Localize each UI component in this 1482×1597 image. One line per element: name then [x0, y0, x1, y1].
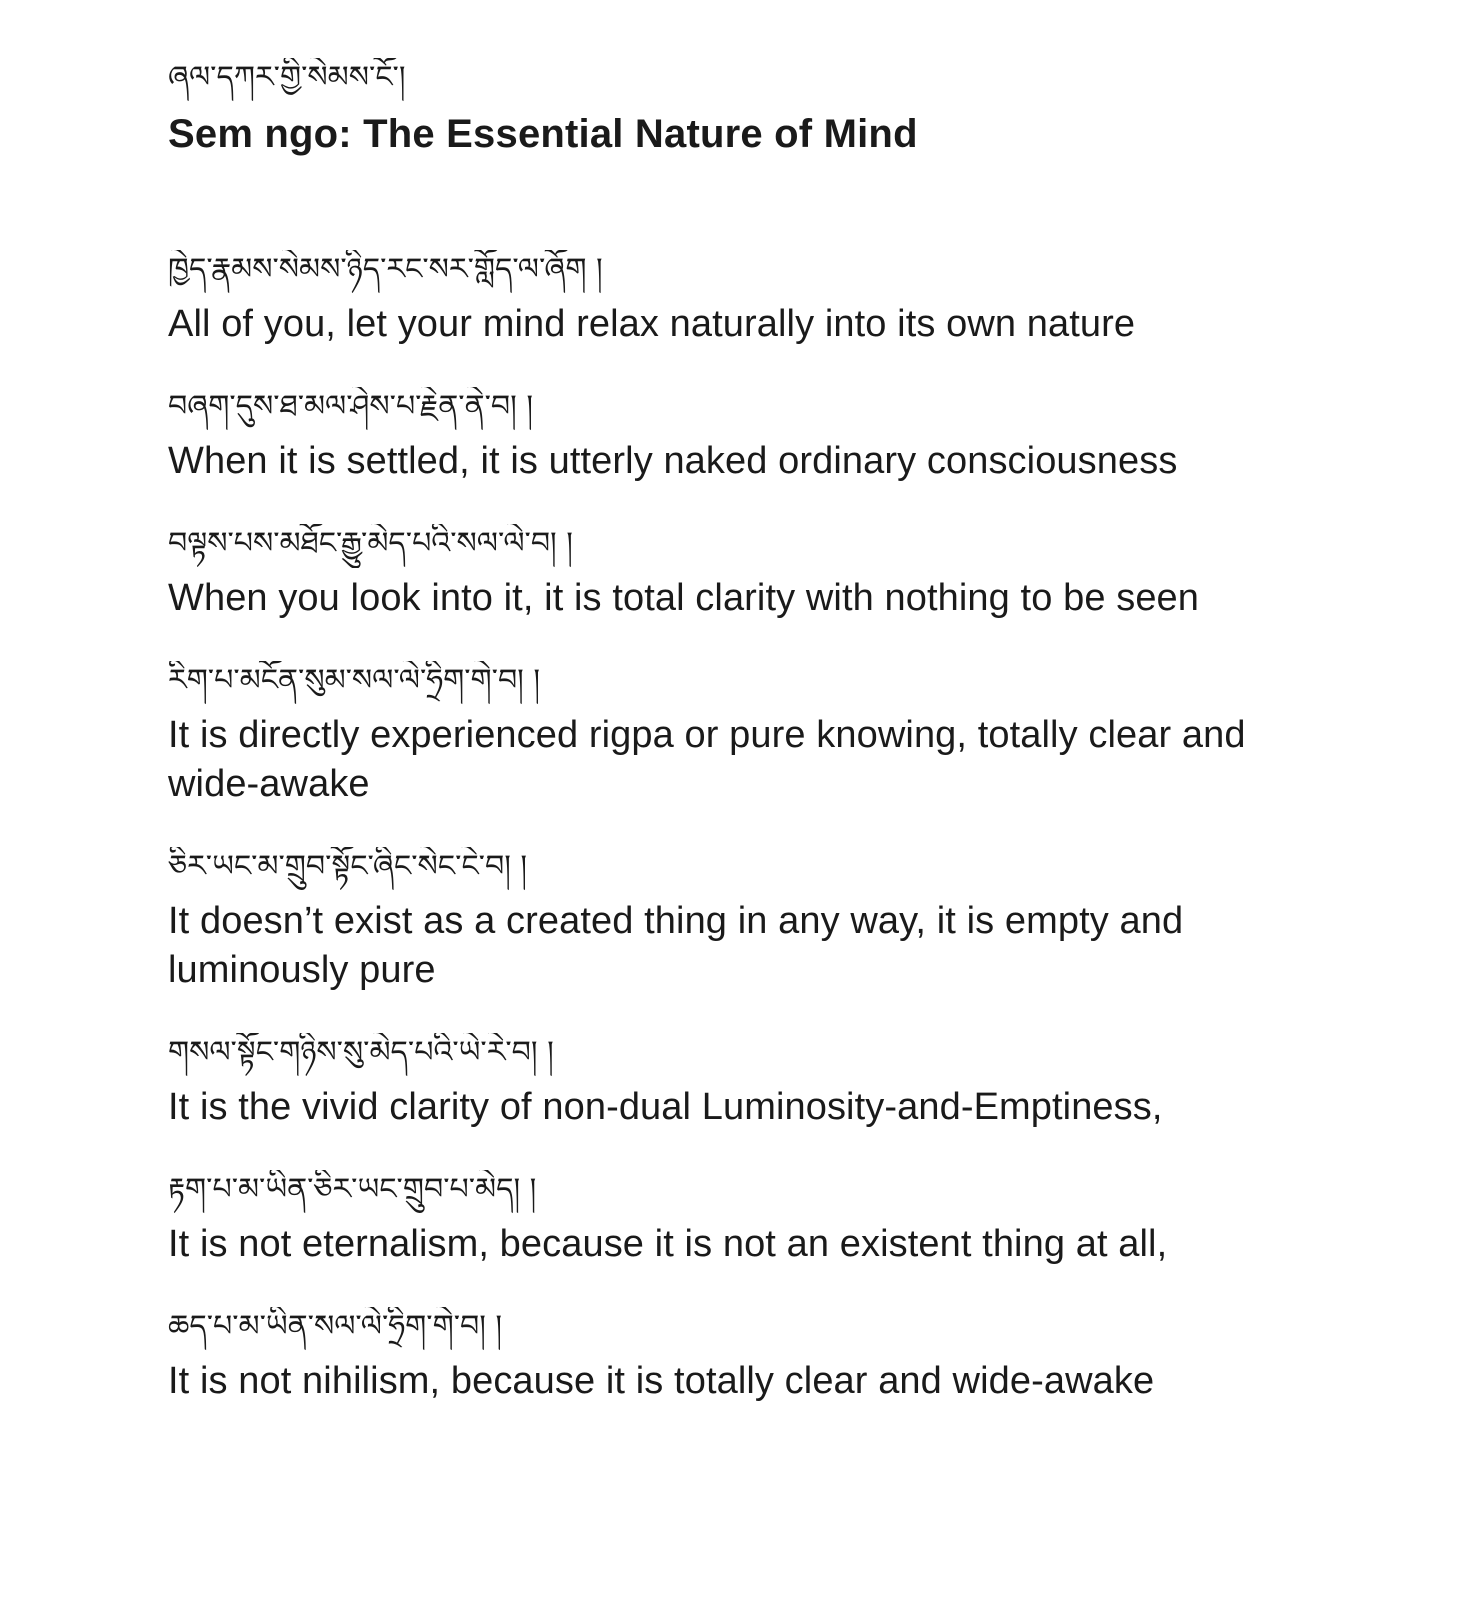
verse-english: It is not eternalism, because it is not an existent thing at all, [168, 1223, 1168, 1265]
verse-english: It is directly experienced rigpa or pure knowing, totally clear and wide-awake [168, 714, 1246, 805]
verse-tibetan: ཁྱེད་རྣམས་སེམས་ཉིད་རང་སར་གློད་ལ་ཞོག ། [168, 252, 603, 287]
verse-list [168, 250, 1328, 1406]
verse-tibetan: རིག་པ་མངོན་སུམ་སལ་ལེ་ཧྲིག་གེ་བ། ། [168, 663, 541, 698]
verse-tibetan: ཆད་པ་མ་ཡིན་སལ་ལེ་ཧྲིག་གེ་བ། ། [168, 1309, 503, 1344]
page-title: Sem ngo: The Essential Nature of Mind [168, 112, 918, 156]
verse-english: It is the vivid clarity of non-dual Luminosity-and-Emptiness, [168, 1086, 1163, 1128]
verse-english: When it is settled, it is utterly naked ordinary consciousness [168, 440, 1178, 482]
title-tibetan: ཞལ་དཀར་གྱི་སེམས་ངོ་། [168, 60, 406, 95]
verse-tibetan: བཞག་དུས་ཐ་མལ་ཤེས་པ་རྗེན་ནེ་བ། ། [168, 389, 533, 424]
verse-item [168, 1307, 1328, 1406]
document-page [168, 58, 1328, 1444]
verse-tibetan: གསལ་སྟོང་གཉིས་སུ་མེད་པའི་ཡེ་རེ་བ། ། [168, 1035, 554, 1070]
verse-item [168, 524, 1328, 623]
verse-item [168, 661, 1328, 809]
verse-tibetan: བལྟས་པས་མཐོང་རྒྱུ་མེད་པའི་སལ་ལེ་བ། ། [168, 526, 573, 561]
verse-item [168, 1033, 1328, 1132]
verse-english: All of you, let your mind relax naturally into its own nature [168, 303, 1136, 345]
verse-english: It is not nihilism, because it is totally clear and wide-awake [168, 1360, 1155, 1402]
verse-item [168, 1170, 1328, 1269]
verse-tibetan: རྟག་པ་མ་ཡིན་ཅིར་ཡང་གྲུབ་པ་མེད། ། [168, 1172, 537, 1207]
verse-english: It doesn’t exist as a created thing in any way, it is empty and luminously pure [168, 900, 1184, 991]
verse-item [168, 387, 1328, 486]
verse-item [168, 250, 1328, 349]
verse-tibetan: ཅིར་ཡང་མ་གྲུབ་སྟོང་ཞིང་སེང་ངེ་བ། ། [168, 849, 528, 884]
verse-item [168, 847, 1328, 995]
verse-english: When you look into it, it is total clarity with nothing to be seen [168, 577, 1200, 619]
